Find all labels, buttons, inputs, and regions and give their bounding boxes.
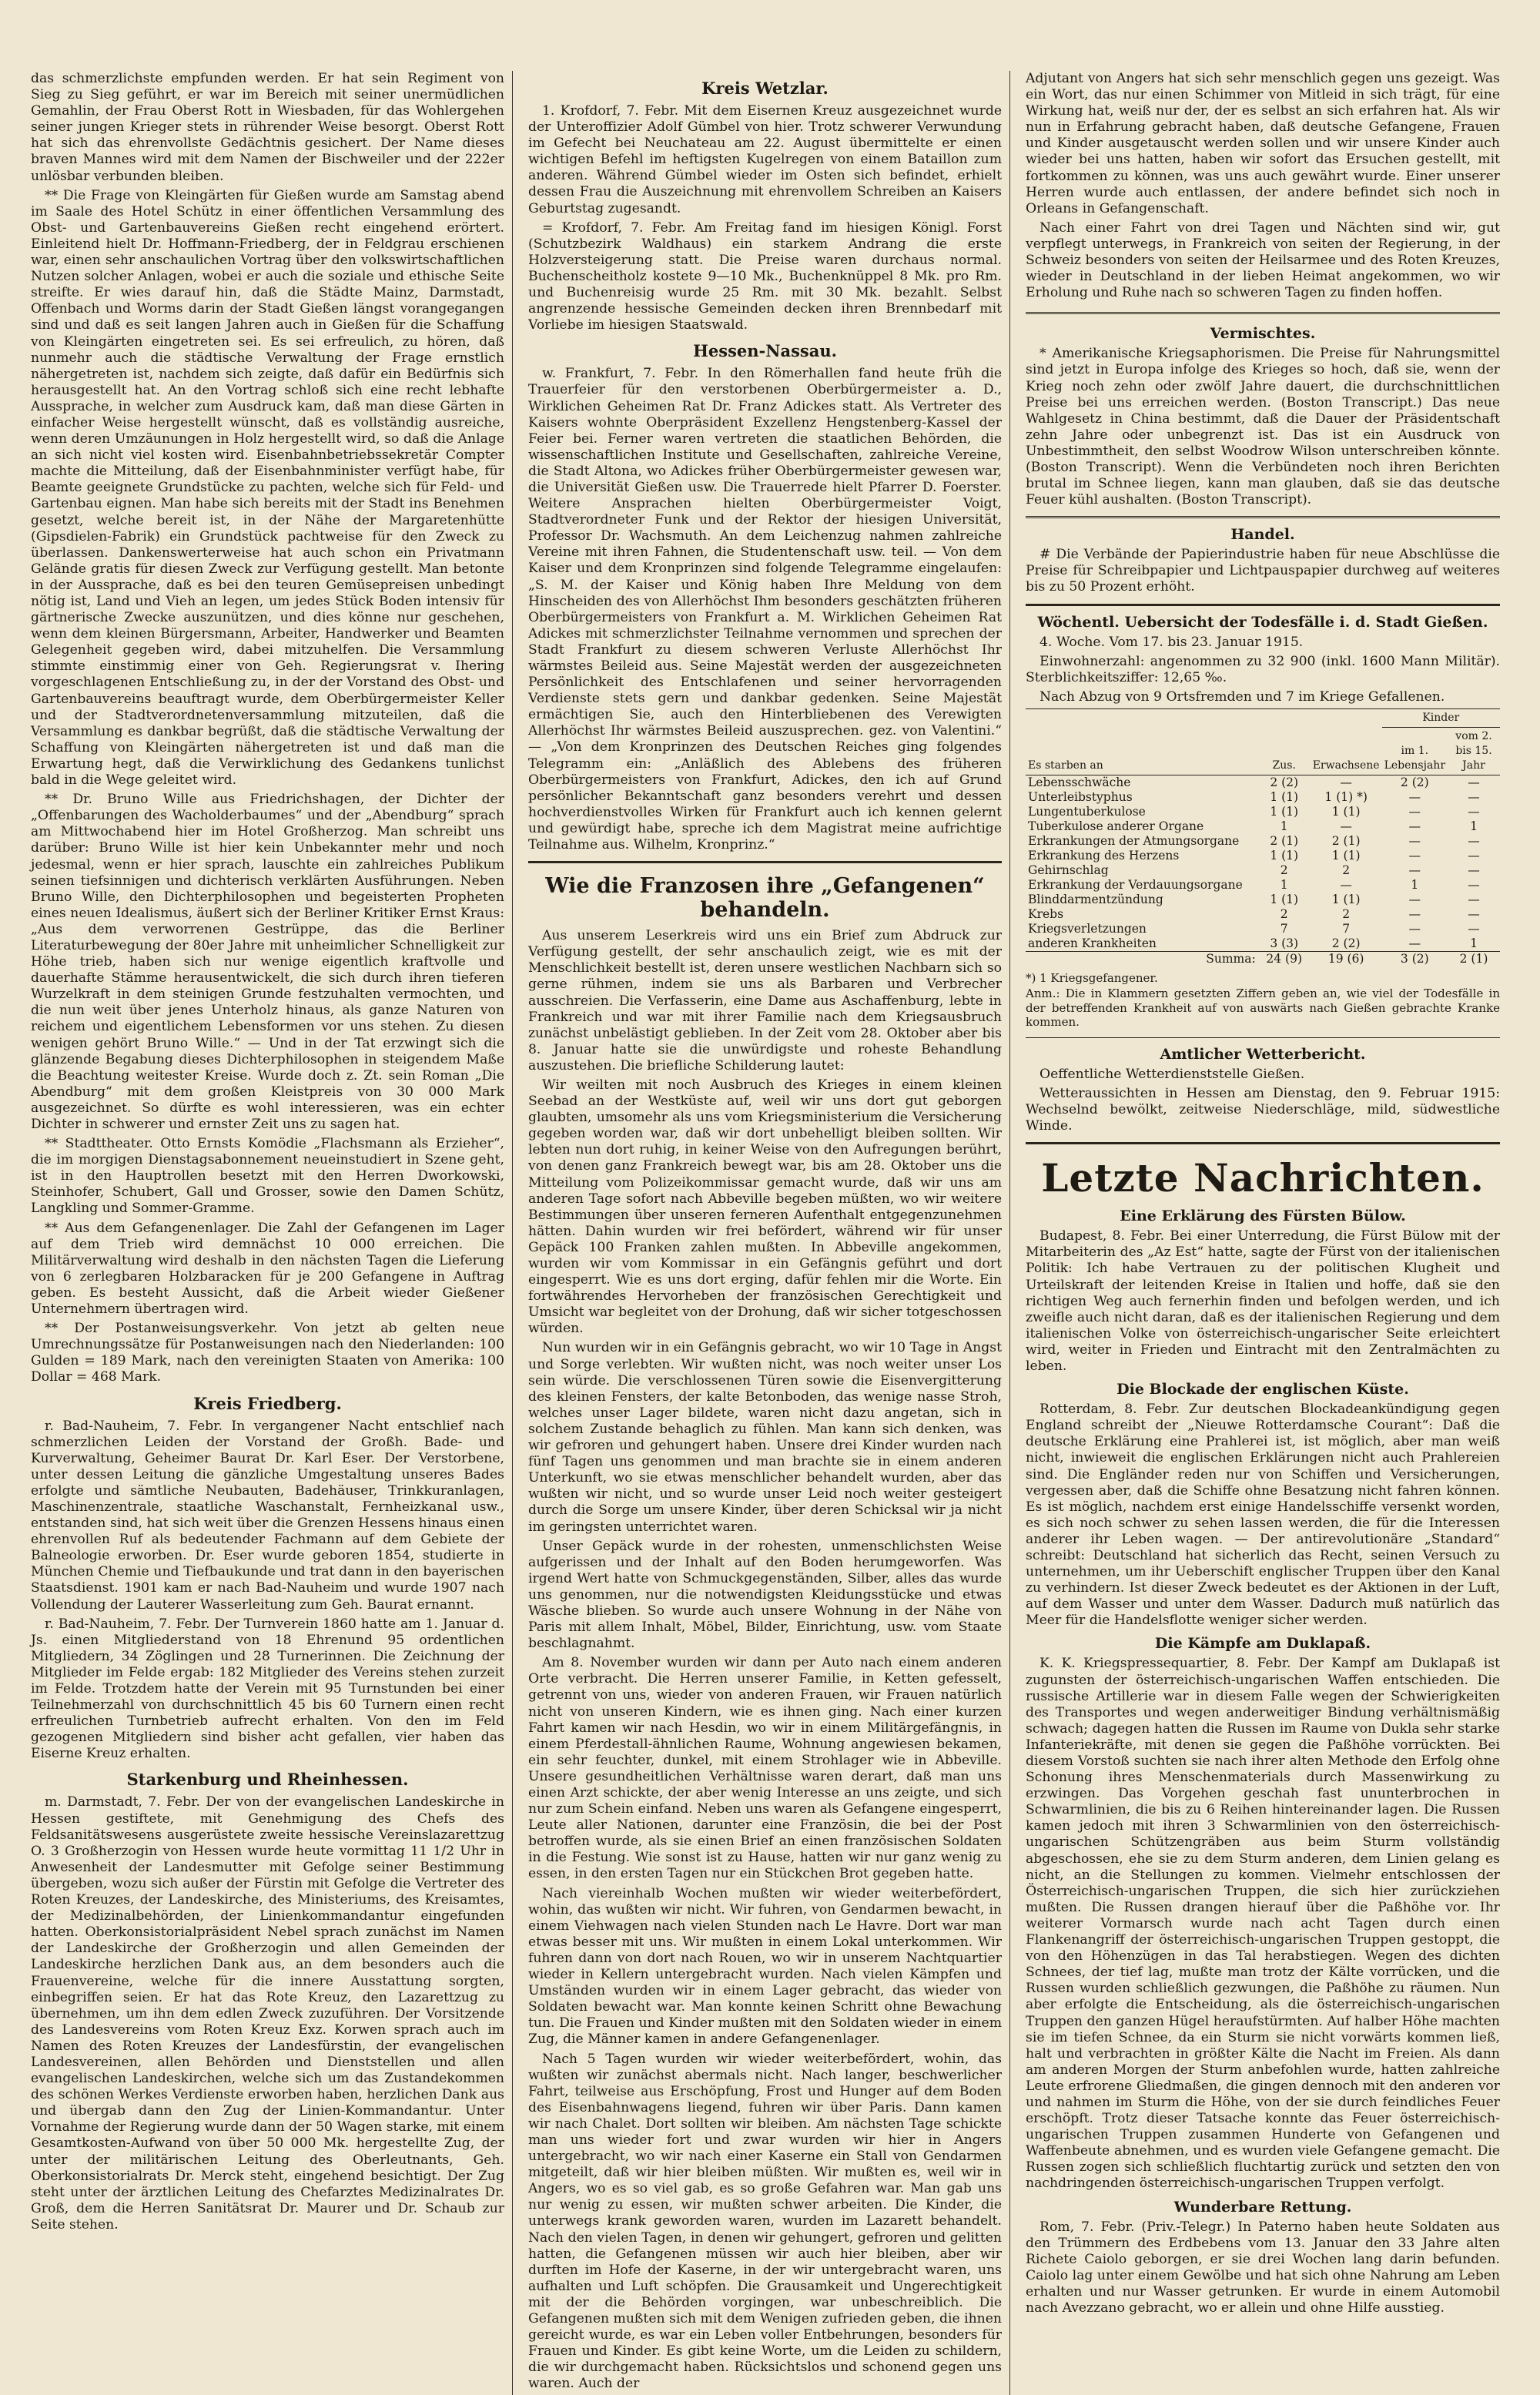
article-kriegsaphorismen: * Amerikanische Kriegsaphorismen. Die Preise für Nahrungsmittel sind jetzt in Europa infolge des Krieges so hoch, daß sie, wenn der Krieg noch zehn oder zwölf Jahre dauert, die durchschnittlichen Preise bei uns erreichen werden. (Boston Transcript.) Das neue Wahlgesetz in China bestimmt, daß die Dauer der Präsidentschaft zehn Jahre oder unbegrenzt ist. Das ist ein Ausdruck von Unbestimmtheit, den selbst Woodrow Wilson unterschreiben könnte. (Boston Transcript). Wenn die Verbündeten noch ihren Berichten brutal im Schnee liegen, kann man glauben, daß sie das deutsche Feuer kühl aushalten. (Boston Transcript).	[1026, 346, 1500, 508]
sum-child-1: 3 (2)	[1382, 951, 1448, 966]
column-1	[31, 71, 513, 2395]
article-franzosen-p2: Nun wurden wir in ein Gefängnis gebracht, wo wir 10 Tage in Angst und Sorge verlebten. Wir wußten nicht, was noch weiter unser Los sein würde. Die verschlossenen Türen sowie die Eisenvergitterung des kleinen Fensters, der kalte Betonboden, das wenige nasse Stroh, welches unser Lager bildete, waren nicht dazu angetan, sich in solchem Zustande behaglich zu fühlen. Man kann sich denken, was wir gefroren und gehungert haben. Unsere drei Kinder wurden nach fünf Tagen uns genommen und man brachte sie in einem anderen Unterkunft, wo sie etwas menschlicher behandelt wurden, aber das wußten wir nicht, und so wurde unser Leid noch weiter gesteigert durch die Sorge um unsere Kinder, über deren Schicksal wir ja nicht im geringsten unterrichtet waren.	[528, 1340, 1002, 1535]
heading-starkenburg: Starkenburg und Rheinhessen.	[126, 1770, 409, 1790]
row-adults: —	[1340, 877, 1352, 892]
death-table	[1026, 708, 1500, 966]
row-cause: Unterleibstyphus	[1028, 789, 1133, 804]
footnote-note: Anm.: Die in Klammern gesetzten Ziffern geben an, wie viel der Todesfälle in der betreffenden Krankheit auf von auswärts nach Gießen gebrachte Kranke kommen.	[1026, 986, 1500, 1030]
article-oberst-rott: das schmerzlichste empfunden werden. Er hat sein Regiment von Sieg zu Sieg geführt, er war im Bereich mit seiner unermüdlichen Gemahlin, der Frau Oberst Rott in Wiesbaden, für das Wohlergehen seiner jungen Krieger stets in rührender Weise besorgt. Oberst Rott hat sich das ehrenvollste Gedächtnis gesichert. Der Name dieses braven Mannes wird mit dem Namen der Bischweiler und der 222er unlösbar verbunden bleiben.	[31, 71, 504, 184]
sum-total: 24 (9)	[1258, 951, 1311, 966]
columns	[31, 71, 1509, 2392]
row-child-1: —	[1408, 789, 1421, 804]
row-child-1: 2 (2)	[1400, 775, 1429, 789]
row-child-1: —	[1408, 892, 1421, 906]
row-adults: 7	[1342, 921, 1351, 936]
row-child-2: —	[1468, 906, 1480, 921]
deduction-line: Nach Abzug von 9 Ortsfremden und 7 im Kriege Gefallenen.	[1040, 688, 1445, 705]
row-adults: 1 (1)	[1331, 892, 1361, 906]
article-bad-nauheim-eser: r. Bad-Nauheim, 7. Febr. In vergangener Nacht entschlief nach schmerzlichen Leiden der Vorstand der Großh. Bade- und Kurverwaltung, Geheimer Baurat Dr. Karl Eser. Der Verstorbene, unter dessen Leitung die gänzliche Umgestaltung unseres Bades erfolgte und sämtliche Neubauten, Badehäuser, Trinkkuranlagen, Maschinenzentrale, staatliche Waschanstalt, Fernheizkanal usw., entstanden sind, hat sich weit über die Grenzen Hessens hinaus einen ehrenvollen Ruf als bedeutender Fachmann auf dem Gebiete der Balneologie erworben. Dr. Eser wurde geboren 1854, studierte in München Chemie und Tiefbaukunde und trat dann in den bayerischen Staatsdienst. 1901 kam er nach Bad-Nauheim und wurde 1907 nach Vollendung der Lauterer Wasserleitung zum Geh. Baurat ernannt.	[31, 1418, 504, 1613]
heading-vermischtes: Vermischtes.	[1210, 325, 1316, 343]
row-cause: Blinddarmentzündung	[1028, 892, 1163, 906]
header-adults: Erwachsene	[1311, 708, 1382, 775]
article-gefangenenlager: ** Aus dem Gefangenenlager. Die Zahl der Gefangenen im Lager auf dem Trieb wird demnächst 10 000 erreichen. Die Militärverwaltung wird deshalb in den nächsten Tagen die Lieferung von 6 zerlegbaren Holzbaracken für je 200 Gefangene in Auftrag geben. Es besteht Aussicht, daß die Arbeit wieder Gießener Unternehmern übertragen wird.	[31, 1220, 504, 1318]
header-total: Zus.	[1258, 708, 1311, 775]
row-child-1: —	[1408, 804, 1421, 819]
row-child-2: —	[1468, 877, 1480, 892]
article-franzosen-p1: Wir weilten mit noch Ausbruch des Krieges in einem kleinen Seebad an der Westküste auf, weil wir uns dort gut geborgen glaubten, umsomehr als uns vom Kriegsministerium die Versicherung gegeben worden war, daß wir dort unbehelligt bleiben sollten. Wir lebten nun dort ruhig, in keiner Weise von den Aufregungen berührt, von denen ganz Frankreich bewegt war, bis am 28. Oktober uns die Mitteilung vom Polizeikommissar gemacht wurde, daß wir uns am anderen Tage sofort nach Abbeville begeben müßten, wo wir weitere Bestimmungen über unseren ferneren Aufenthalt entgegenzunehmen hätten. Dahin wurden wir frei befördert, während wir für unser Gepäck 100 Franken zahlen mußten. In Abbeville angekommen, wurden wir vom Kommissar in ein Gefängnis geführt und dort eingesperrt. Wie es uns dort erging, dafür fehlen mir die Worte. Ein fortwährendes Hervorheben der französischen Gerechtigkeit und Umsicht war begleitet von der Drohung, daß wir sicher totgeschossen würden.	[528, 1077, 1002, 1337]
row-cause: anderen Krankheiten	[1028, 936, 1157, 950]
heading-blockade: Die Blockade der englischen Küste.	[1116, 1381, 1409, 1398]
column-3	[1026, 71, 1508, 2395]
row-cause: Kriegsverletzungen	[1028, 921, 1147, 936]
article-buelow: Budapest, 8. Febr. Bei einer Unterredung, die Fürst Bülow mit der Mitarbeiterin des „Az Est“ hatte, sagte der Fürst von der italienischen Politik: Ich habe Vertrauen zu der politischen Klugheit und Urteilskraft der leitenden Kreise in Italien und hoffe, daß sie den richtigen Weg auch fernerhin finden und befolgen werden, und ich zweifle auch nicht daran, daß es der italienischen Regierung und dem italienischen Volke von österreichisch-ungarischer Seite erleichtert wird, weiter in Frieden und Eintracht mit den Zentralmächten zu leben.	[1026, 1228, 1500, 1375]
article-bruno-wille: ** Dr. Bruno Wille aus Friedrichshagen, der Dichter der „Offenbarungen des Wacholderbaumes“ und der „Abendburg“ sprach am Mittwochabend hier im Hotel Großherzog. Man schreibt uns darüber: Bruno Wille ist hier kein Unbekannter mehr und noch jedesmal, wenn er hier sprach, lauschte ein zahlreiches Publikum seinen tiefsinnigen und dichterisch verklärten Ausführungen. Neben Bruno Wille, den Dichterphilosophen und begeisterten Propheten eines neuen Idealismus, äußert sich der Berliner Kritiker Ernst Kraus: „Aus dem verworrenen Gestrüppe, das die Berliner Literaturbewegung der 80er Jahre mit unheimlicher Schnelligkeit zur Höhe trieb, haben sich nur wenige eigentlich kraftvolle und dauerhafte Stämme herausentwickelt, die sich durch ihren tieferen Wurzelkraft in dem steinigen Grunde festzuhalten vermochten, und die nun weit über jenes Unterholz hinaus, als ganze Naturen von reichem und eigentlichem Lebensformen vor uns stehen. Zu diesen wenigen gehört Bruno Wille.“ — Und in der Tat erzwingt sich die glänzende Begabung dieses Dichterphilosophen in steigendem Maße die Beachtung weitester Kreise. Wurde doch z. Zt. sein Roman „Die Abendburg“ mit dem großen Kleistpreis von 30 000 Mark ausgezeichnet. So dürfte es wohl interessieren, was ein echter Dichter in schwerer und ernster Zeit uns zu sagen hat.	[31, 792, 504, 1132]
row-total: 1 (1)	[1270, 848, 1299, 863]
article-postanweisung: ** Der Postanweisungsverkehr. Von jetzt ab gelten neue Umrechnungssätze für Postanweisungen nach den Niederlanden: 100 Gulden = 189 Mark, nach den vereinigten Staaten von Amerika: 100 Dollar = 468 Mark.	[31, 1321, 504, 1385]
row-adults: —	[1340, 819, 1352, 833]
sum-child-2: 2 (1)	[1448, 951, 1500, 966]
row-total: 3 (3)	[1270, 936, 1299, 950]
header-cause: Es starben an	[1026, 708, 1258, 775]
row-child-1: —	[1408, 936, 1421, 950]
article-darmstadt-lazarettzug: m. Darmstadt, 7. Febr. Der von der evangelischen Landeskirche in Hessen gestiftete, mit Genehmigung des Chefs des Feldsanitätswesens ausgerüstete zweite hessische Vereinslazarettzug O. 3 Großherzogin von Hessen wurde heute vormittag 11 1/2 Uhr in Anwesenheit der Landesmutter mit Gefolge seiner Bestimmung übergeben, wozu sich außer der Fürstin mit Gefolge die Vertreter des Roten Kreuzes, der Landeskirche, des Ministeriums, des Kreisamtes, der Medizinalbehörden, der Linienkommandantur eingefunden hatten. Oberkonsistorialpräsident Nebel sprach zunächst im Namen der Landeskirche der Großherzogin und allen Gemeinden der Landeskirche herzlichen Dank aus, an dem besonders auch die Frauenvereine, welche für die innere Ausstattung sorgten, einbegriffen seien. Er hat das Rote Kreuz, den Lazarettzug zu übernehmen, um ihn dem edlen Zweck zuzuführen. Der Vorsitzende des Landesvereins vom Roten Kreuz Exz. Korwen sprach auch im Namen des Roten Kreuzes der Landesfürstin, der evangelischen Landesvereinen, allen Behörden und Dienststellen und allen evangelischen Landeskirchen, welche sich um das Zustandekommen des schönen Werkes Verdienste erworben haben, herzlichen Dank aus und übergab dann den Zug der Linien-Kommandantur. Unter Vornahme der Regierung wurde dann der 50 Wagen starke, mit einem Gesamtkosten-Aufwand von über 50 000 Mk. hergestellte Zug, der unter der militärischen Leitung des Oberleutnants, Geh. Oberkonsistorialrats Dr. Merck steht, eingehend besichtigt. Der Zug steht unter der ärztlichen Leitung des Chefarztes Medizinalrates Dr. Groß, dem die Herren Sanitätsrat Dr. Maurer und Dr. Schaub zur Seite stehen.	[31, 1794, 504, 2233]
row-cause: Gehirnschlag	[1028, 863, 1109, 877]
row-total: 2 (1)	[1270, 833, 1299, 848]
row-child-1: 1	[1411, 877, 1419, 892]
heading-hessen-nassau: Hessen-Nassau.	[693, 341, 837, 361]
row-adults: 2 (2)	[1331, 936, 1361, 950]
row-child-2: 1	[1470, 819, 1478, 833]
article-kleingaerten: ** Die Frage von Kleingärten für Gießen wurde am Samstag abend im Saale des Hotel Schütz in einer öffentlichen Versammlung des Obst- und Gartenbauvereins Gießen recht eingehend erörtert. Einleitend hielt Dr. Hoffmann-Friedberg, der in Feldgrau erschienen war, einen sehr anschaulichen Vortrag über den volkswirtschaftlichen Nutzen solcher Anlagen, wobei er auch die soziale und ethische Seite streifte. Er wies darauf hin, daß die Städte Mainz, Darmstadt, Offenbach und Worms darin der Stadt Gießen längst vorangegangen sind und daß es seit langen Jahren auch in Gießen für die Schaffung von Kleingärten eingetreten sei. Es sei erfreulich, zu hören, daß nunmehr auch die städtische Verwaltung der Frage ernstlich nähergetreten ist, nachdem sich zeigte, daß dafür ein Bedürfnis sich herausgestellt hat. An den Vortrag schloß sich eine recht lebhafte Aussprache, in welcher zum Ausdruck kam, daß man diese Gärten in einfacher Weise hergestellt wünscht, daß es vollständig ausreiche, wenn deren Umzäunungen in Holz hergestellt wird, so daß die Anlage an sich nicht viel kosten wird. Eisenbahnbetriebssekretär Compter machte die Mitteilung, daß der Eisenbahnminister verfügt habe, für Beamte geeignete Grundstücke zu pachten, welche sich für Feld- und Gartenbau eignen. Man habe sich bereits mit der Stadt ins Benehmen gesetzt, welche bereit ist, in der Nähe der Margaretenhütte (Gipsdielen-Fabrik) ein Grundstück pachtweise für den Zweck zu überlassen. Dankenswerterweise hat auch schon ein Privatmann Gelände gratis für diesen Zweck zur Verfügung gestellt. Man betonte in der Aussprache, daß es bei den teuren Gemüsepreisen unbedingt nötig ist, Land und Vieh an legen, um jedes Stück Boden intensiv für gärtnerische Zwecke auszunützen, und dies könne nur geschehen, wenn dem kleinen Bürgersmann, Arbeiter, Handwerker und Beamten Gelegenheit gegeben wird, dabei mitzuhelfen. Die Versammlung stimmte einstimmig einer von Geh. Regierungsrat v. Ihering vorgeschlagenen Entschließung zu, in der der Vorstand des Obst- und Gartenbauvereins beauftragt wurde, dem Oberbürgermeister Keller und der Stadtverordnetenversammlung mitzuteilen, daß die Versammlung es dankbar begrüßt, daß die städtische Verwaltung der Schaffung von Kleingärten nähergetreten ist und daß man die Erwartung hegt, daß die Verwirklichung des Gedankens tunlichst bald in die Wege geleitet wird.	[31, 187, 504, 789]
heading-buelow: Eine Erklärung des Fürsten Bülow.	[1120, 1208, 1406, 1225]
death-table-row	[1026, 775, 1500, 790]
article-franzosen-intro: Aus unserem Leserkreis wird uns ein Brief zum Abdruck zur Verfügung gestellt, der sehr anschaulich zeigt, wie es mit der Menschlichkeit bestellt ist, deren unsere westlichen Nachbarn sich so gerne rühmen, indem sie uns als Barbaren und Verbrecher ausschreien. Die Verfasserin, eine Dame aus Aschaffenburg, lebte in Frankreich und war mit ihrer Familie nach dem Kriegsausbruch zunächst unbelästigt geblieben. In der Zeit vom 28. Oktober aber bis 8. Januar hatte sie die unwürdigste und roheste Behandlung auszustehen. Die briefliche Schilderung lautet:	[528, 928, 1002, 1074]
row-child-2: —	[1468, 863, 1480, 877]
death-table-row	[1026, 849, 1500, 863]
article-franzosen-p6: Nach 5 Tagen wurden wir wieder weiterbefördert, wohin, das wußten wir zunächst abermals nicht. Nach langer, beschwerlicher Fahrt, teilweise aus Erschöpfung, Frost und Hunger auf dem Boden des Eisenbahnwagens liegend, fuhren wir über Paris. Dann kamen wir nach Chalet. Dort sollten wir bleiben. Am nächsten Tage schickte man uns wieder fort und zwar wurden wir hier in Angers untergebracht, wo wir nach einer Kaserne ein Stall von Gendarmen mitgeteilt, daß wir hier bleiben müßten. Wir mußten es, weil wir in Angers, wo es so viel gab, es so große Gefahren war. Man gab uns nur wenig zu essen, wir mußten schwer arbeiten. Die Kinder, die unterwegs krank geworden waren, wurden im Lazarett behandelt. Nach den vielen Tagen, in denen wir gehungert, gefroren und gelitten hatten, die Gefangenen müssen wir auch hier bleiben, aber wir durften im Hofe der Kaserne, in der wir untergebracht waren, uns aufhalten und Luft schöpfen. Die Grausamkeit und Ungerechtigkeit mit der die Behörden vorgingen, war unbeschreiblich. Die Gefangenen mußten sich mit dem Wenigen zufrieden geben, die ihnen gereicht wurde, es war ein Leben voller Entbehrungen, besonders für Frauen und Kinder. Es gibt keine Worte, um die Leiden zu schildern, die wir durchgemacht haben. Rücksichtslos und schonend gegen uns waren. Auch der	[528, 2051, 1002, 2392]
death-table-sum-row	[1026, 951, 1500, 966]
divider	[1026, 1142, 1500, 1144]
article-franzosen-p4: Am 8. November wurden wir dann per Auto nach einem anderen Orte verbracht. Die Herren unserer Familie, in Ketten gefesselt, getrennt von uns, wieder von anderen Frauen, wir Frauen natürlich nicht von unseren Kindern, wie es ihnen ging. Nach einer kurzen Fahrt kamen wir nach Hesdin, wo wir in einem Militärgefängnis, in einem Pferdestall-ähnlichen Raume, Wohnung angewiesen bekamen, ein sehr feuchter, dunkel, mit einem Strohlager wie in Abbeville. Unsere gesundheitlichen Verhältnisse waren derart, daß man uns einen Arzt schickte, der aber wenig Interesse an uns zeigte, und sich nur zum Schein einfand. Neben uns waren als Gefangene eingesperrt, Leute aller Nationen, darunter eine Französin, die bei der Post betroffen wurde, als sie einen Brief an einen französischen Soldaten in die Festung. Wie sonst ist zu Hause, hatten wir nur ganz wenig zu essen, in den ersten Tagen nur ein Stückchen Brot gegeben hatte.	[528, 1655, 1002, 1882]
section-vermischtes	[1026, 312, 1500, 518]
row-child-2: —	[1468, 789, 1480, 804]
death-table-body	[1026, 775, 1500, 951]
article-franzosen-p3: Unser Gepäck wurde in der rohesten, unmenschlichsten Weise aufgerissen und der Inhalt auf den Boden herumgeworfen. Was irgend Wert hatte von Schmuckgegenständen, Silber, alles das wurde uns genommen, nur die notwendigsten Kleidungsstücke und etwas Wäsche blieben. So wurde auch unsere Wohnung in der Nähe von Paris mit allem Inhalt, Möbel, Bilder, Einrichtung, usw. vom Staate beschlagnahmt.	[528, 1538, 1002, 1652]
row-child-1: —	[1408, 906, 1421, 921]
row-total: 2	[1280, 906, 1288, 921]
heading-franzosen-gefangene: Wie die Franzosen ihre „Gefangenen“ behandeln.	[545, 874, 985, 923]
row-total: 2 (2)	[1270, 775, 1299, 789]
header-child-1: im 1. Lebensjahr	[1382, 727, 1448, 775]
row-cause: Erkrankung des Herzens	[1028, 848, 1180, 863]
divider	[1026, 1037, 1500, 1038]
weather-forecast: Wetteraussichten in Hessen am Dienstag, den 9. Februar 1915: Wechselnd bewölkt, zeitweise Niederschläge, mild, südwestliche Winde.	[1026, 1086, 1500, 1134]
heading-kreis-friedberg: Kreis Friedberg.	[193, 1393, 342, 1413]
death-table-row	[1026, 790, 1500, 805]
row-cause: Lungentuberkulose	[1028, 804, 1146, 819]
row-child-1: —	[1408, 848, 1421, 863]
death-table-row	[1026, 878, 1500, 893]
row-total: 1 (1)	[1270, 789, 1299, 804]
article-duklapass: K. K. Kriegspressequartier, 8. Febr. Der Kampf am Duklapaß ist zugunsten der österreichisch-ungarischen Waffen entschieden. Die russische Artillerie war in diesem Falle wegen der Schwierigkeiten des Transportes und wegen anderweitiger Bindung verhältnismäßig schwach; dagegen hatten die Russen im Raume von Dukla sehr starke Infanteriekräfte, mit denen sie gegen die Paßhöhe vorrückten. Bei diesem Vorstoß suchten sie nach ihrer alten Methode den Erfolg ohne Schonung ihres Menschenmaterials durch Massenwirkung zu erzwingen. Das Vorgehen geschah fast ununterbrochen in Schwarmlinien, die bis zu 6 Reihen hintereinander lagen. Die Russen kamen jedoch mit ihren 3 Schwarmlinien von den österreichisch-ungarischen Schützengräben aus beim Sturm vollständig abgeschossen, ehe sie zu dem Sturm anderen, dem Linien gelang es nicht, an die Stellungen zu kommen. Vielmehr entschlossen der Österreichisch-ungarischen Truppen, die sich hier zurückziehen mußten. Die Russen drangen hierauf über die Paßhöhe vor. Ihr weiterer Vormarsch wurde nach acht Tagen durch einen Flankenangriff der österreichisch-ungarischen Truppen gestoppt, die von den Höhenzügen in das Tal herabstiegen. Wegen des dichten Schnees, der tief lag, mußte man trotz der Kälte vorrücken, und die Russen wurden schließlich gezwungen, die Paßhöhe zu räumen. Nun aber erfolgte die Entscheidung, als die österreichisch-ungarischen Truppen den ganzen Hügel heraufstürmten. Auf halber Höhe machten sie im tiefen Schnee, da ein Sturm sie nicht vorwärts kommen ließ, halt und verbrachten in größter Kälte die Nacht im Freien. Als dann am anderen Morgen der Sturm anbefohlen wurde, hatten zahlreiche Leute erfrorene Gliedmaßen, die gingen dennoch mit den anderen vor und nahmen im Sturm die Höhe, von der sie durch feindliches Feuer erschöpft. Trotz dieser Tatsache konnte das Feuer österreichisch-ungarischen Truppen zusammen Hunderte von Gefangenen und Waffenbeute abnehmen, und es wurden viele Gefangene gemacht. Die Russen zogen sich schließlich fluchtartig zurück und setzten den von nachdringenden österreichisch-ungarischen Truppen verfolgt.	[1026, 1656, 1500, 2192]
heading-letzte-nachrichten: Letzte Nachrichten.	[1041, 1155, 1485, 1201]
row-child-1: —	[1408, 863, 1421, 877]
death-table-row	[1026, 863, 1500, 878]
death-table-row	[1026, 819, 1500, 834]
death-table-row	[1026, 893, 1500, 907]
row-cause: Erkrankung der Verdauungsorgane	[1028, 877, 1243, 892]
population-line: Einwohnerzahl: angenommen zu 32 900 (inkl. 1600 Mann Militär). Sterblichkeitsziffer: 12,65 ‰.	[1026, 653, 1500, 685]
row-adults: —	[1340, 775, 1352, 789]
article-papierindustrie: # Die Verbände der Papierindustrie haben für neue Abschlüsse die Preise für Schreibpapier und Lichtpauspapier durchweg auf weiteres bis zu 50 Prozent erhöht.	[1026, 547, 1500, 595]
row-cause: Tuberkulose anderer Organe	[1028, 819, 1204, 833]
heading-kreis-wetzlar: Kreis Wetzlar.	[701, 79, 829, 98]
row-child-2: —	[1468, 921, 1480, 936]
death-table-row	[1026, 907, 1500, 922]
row-child-2: —	[1468, 892, 1480, 906]
row-total: 2	[1280, 863, 1288, 877]
article-frankfurt-adickes: w. Frankfurt, 7. Febr. In den Römerhallen fand heute früh die Trauerfeier für den verstorbenen Oberbürgermeister a. D., Wirklichen Geheimen Rat Dr. Franz Adickes statt. Als Vertreter des Kaisers wohnte Oberpräsident Exzellenz Hengstenberg-Kassel der Feier bei. Ferner waren vertreten die staatlichen Behörden, die wissenschaftlichen Institute und Gesellschaften, zahlreiche Vereine, die Stadt Altona, wo Adickes früher Oberbürgermeister gewesen war, die Universität Gießen usw. Die Trauerrede hielt Pfarrer D. Foerster. Weitere Ansprachen hielten Oberbürgermeister Voigt, Stadtverordneter Funk und der Rektor der hiesigen Universität, Professor Dr. Wachsmuth. An dem Leichenzug nahmen zahlreiche Vereine mit ihren Fahnen, die Studentenschaft usw. teil. — Von dem Kaiser und dem Kronprinzen sind folgende Telegramme eingelaufen: „S. M. der Kaiser und König haben Ihre Meldung von dem Hinscheiden des von Allerhöchst Ihm besonders geschätzten früheren Oberbürgermeisters von Frankfurt a. M. Wirklichen Geheimen Rat Adickes mit schmerzlichster Teilnahme vernommen und sprechen der Stadt Frankfurt zu diesem schweren Verluste Allerhöchst Ihr wärmstes Beileid aus. Seine Majestät werden der ausgezeichneten Persönlichkeit des Entschlafenen und seiner hervorragenden Verdienste stets gern und dankbar gedenken. Seine Majestät ermächtigen Sie, auch den Hinterbliebenen des Verewigten Allerhöchst Ihr wärmstes Beileid auszusprechen. gez. von Valentini.“ — „Von dem Kronprinzen des Deutschen Reiches ging folgendes Telegramm ein: „Anläßlich des Ablebens des früheren Oberbürgermeisters von Frankfurt, Adickes, den ich auf Grund persönlicher Bekanntschaft ganz besonders verehrt und dessen hochverdienstvolles Wirken für Frankfurt auch ich kennen gelernt und gewürdigt habe, spreche ich dem Magistrat meine aufrichtige Teilnahme aus. Wilhelm, Kronprinz.“	[528, 366, 1002, 853]
article-stadttheater: ** Stadttheater. Otto Ernsts Komödie „Flachsmann als Erzieher“, die im morgigen Dienstagsabonnement neueinstudiert in Szene geht, ist in den Hauptrollen besetzt mit den Herren Dworkowski, Steinhofer, Schubert, Gall und Grosser, sowie den Damen Schütz, Langkling und Sommer-Gramme.	[31, 1136, 504, 1217]
article-franzosen-p5: Nach viereinhalb Wochen mußten wir wieder weiterbefördert, wohin, das wußten wir nicht. Wir fuhren, von Gendarmen bewacht, in einem Viehwagen nach vielen Stunden nach Le Havre. Dort war man etwas besser mit uns. Wir mußten in einem Lokal unterkommen. Wir fuhren dann von dort nach Rouen, wo wir in unserem Nachtquartier wieder in Kellern untergebracht wurden. Nach vielen Kämpfen und Umständen wurden wir in einem Lager gebracht, das wieder von Soldaten bewacht war. Man konnte keinen Schritt ohne Bewachung tun. Die Frauen und Kinder mußten mit den Soldaten wieder in einem Zug, die Männer kamen in andere Gefangenenlager.	[528, 1885, 1002, 2048]
row-child-1: —	[1408, 819, 1421, 833]
heading-rettung: Wunderbare Rettung.	[1173, 2198, 1352, 2216]
column-2	[528, 71, 1010, 2395]
header-child-2: vom 2. bis 15. Jahr	[1448, 727, 1500, 775]
row-adults: 2	[1342, 906, 1351, 921]
row-cause: Krebs	[1028, 906, 1064, 921]
week-line: 4. Woche. Vom 17. bis 23. Januar 1915.	[1040, 634, 1304, 650]
death-table-row	[1026, 922, 1500, 936]
death-table-row	[1026, 936, 1500, 952]
weather-office: Oeffentliche Wetterdienststelle Gießen.	[1040, 1066, 1305, 1082]
row-child-1: —	[1408, 833, 1421, 848]
row-child-2: —	[1468, 848, 1480, 863]
header-children: Kinder	[1382, 708, 1500, 727]
row-child-1: —	[1408, 921, 1421, 936]
death-table-row	[1026, 834, 1500, 849]
row-total: 1 (1)	[1270, 892, 1299, 906]
death-table-header-row	[1026, 708, 1500, 727]
article-rettung: Rom, 7. Febr. (Priv.-Telegr.) In Paterno haben heute Soldaten aus den Trümmern des Erdbebens vom 13. Januar den 33 Jahre alten Richete Caiolo geborgen, er sie drei Wochen lang darin befunden. Caiolo lag unter einem Gewölbe und hat sich ohne Nahrung am Leben erhalten und nur Wasser getrunken. Er wurde in einem Automobil nach Avezzano gebracht, wo er allein und ohne Hilfe ausstieg.	[1026, 2219, 1500, 2316]
row-child-2: —	[1468, 833, 1480, 848]
row-total: 1	[1280, 819, 1288, 833]
article-krofdorf-holz: = Krofdorf, 7. Febr. Am Freitag fand im hiesigen Königl. Forst (Schutzbezirk Waldhaus) ein starkem Andrang die erste Holzversteigerung statt. Die Preise waren durchaus normal. Buchenscheitholz kostete 9—10 Mk., Buchenknüppel 8 Mk. pro Rm. und Buchenreisig wurde 25 Rm. mit 30 Mk. bezahlt. Selbst angrenzende hessische Gemeinden decken ihren Brennbedarf mit Vorliebe im hiesigen Staatswald.	[528, 219, 1002, 333]
footnote-war-prisoner: *) 1 Kriegsgefangener.	[1026, 970, 1158, 985]
heading-duklapass: Die Kämpfe am Duklapaß.	[1154, 1635, 1371, 1653]
row-child-2: 1	[1470, 936, 1478, 950]
row-total: 7	[1280, 921, 1288, 936]
row-child-2: —	[1468, 775, 1480, 789]
article-franzosen-continued: Adjutant von Angers hat sich sehr menschlich gegen uns gezeigt. Was ein Wort, das nur einen Schimmer von Mitleid in sich trägt, für eine Wirkung hat, weiß nur der, der es selbst an sich erfahren hat. Als wir nun in Erfahrung gebracht haben, daß deutsche Gefangene, Frauen und Kinder ausgetauscht werden sollen und wir unsere Kinder auch wieder bei uns hatten, haben wir sofort das Ersuchen gestellt, mit fortkommen zu können, was uns auch gewährt wurde. Einer unserer Herren wurde auch entlassen, der andere befindet sich noch in Orleans in Gefangenschaft.	[1026, 71, 1500, 216]
divider	[1026, 604, 1500, 606]
row-adults: 1 (1) *)	[1324, 789, 1368, 804]
heading-handel: Handel.	[1230, 526, 1295, 544]
row-adults: 2	[1342, 863, 1351, 877]
row-cause: Erkrankungen der Atmungsorgane	[1028, 833, 1240, 848]
heading-todesfaelle: Wöchentl. Uebersicht der Todesfälle i. d. Stadt Gießen.	[1037, 613, 1488, 631]
heading-wetterbericht: Amtlicher Wetterbericht.	[1160, 1045, 1366, 1063]
row-child-2: —	[1468, 804, 1480, 819]
death-table-row	[1026, 805, 1500, 819]
sum-adults: 19 (6)	[1311, 951, 1382, 966]
row-total: 1	[1280, 877, 1288, 892]
row-cause: Lebensschwäche	[1028, 775, 1131, 789]
row-adults: 1 (1)	[1331, 848, 1361, 863]
row-adults: 1 (1)	[1331, 804, 1361, 819]
article-bad-nauheim-turnverein: r. Bad-Nauheim, 7. Febr. Der Turnverein 1860 hatte am 1. Januar d. Js. einen Mitgliederstand von 18 Ehrenund 95 ordentlichen Mitgliedern, 34 Zöglingen und 28 Turnerinnen. Die Zeichnung der Mitglieder im Felde ergab: 182 Mitglieder des Vereins stehen zurzeit im Felde. Trotzdem hatte der Verein mit 95 Turnstunden bei einer Teilnehmerzahl von durchschnittlich 45 bis 60 Turnern einen recht erfreulichen Turnbetrieb aufrecht erhalten. Von den im Feld gezogenen Mitgliedern sind bisher acht gefallen, vier haben das Eiserne Kreuz erhalten.	[31, 1616, 504, 1762]
article-krofdorf-kreuz: 1. Krofdorf, 7. Febr. Mit dem Eisernen Kreuz ausgezeichnet wurde der Unteroffizier Adolf Gümbel von hier. Trotz schwerer Verwundung im Gefecht bei Neuchateau am 22. August übermittelte er einen wichtigen Befehl im heftigsten Kugelregen von einem Bataillon zum anderen. Während Gümbel wieder im Osten sich befindet, erhielt dessen Frau die Auszeichnung mit ehrenvollem Schreiben an Kaisers Geburtstag zugesandt.	[528, 103, 1002, 216]
row-adults: 2 (1)	[1331, 833, 1361, 848]
article-blockade: Rotterdam, 8. Febr. Zur deutschen Blockadeankündigung gegen England schreibt der „Nieuwe Rotterdamsche Courant“: Daß die deutsche Erklärung eine Prahlerei ist, ist möglich, aber man weiß nicht, inwieweit die englischen Erklärungen nicht auch Prahlereien sind. Die Engländer reden nur von Schiffen und Versicherungen, vergessen aber, daß die Schiffe ohne Besatzung nicht fahren können. Es ist möglich, nachdem erst einige Handelsschiffe versenkt worden, es sich noch schwer zu sehen lassen werden, die für die Interessen anderer ihr Leben wagen. — Der antirevolutionäre „Standard“ schreibt: Deutschland hat sicherlich das Recht, seinen Versuch zu unternehmen, um ihr Ueberschift englischer Truppen über den Kanal zu verhindern. Ist dieser Zweck bedeutet es der Aktionen in der Luft, auf dem Wasser und unter dem Wasser. Dadurch muß natürlich das Meer für die Handelsflotte weniger sicher werden.	[1026, 1402, 1500, 1629]
divider	[528, 861, 1002, 863]
row-total: 1 (1)	[1270, 804, 1299, 819]
sum-label: Summa:	[1026, 951, 1258, 966]
article-franzosen-end: Nach einer Fahrt von drei Tagen und Nächten sind wir, gut verpflegt unterwegs, in Frankreich von seiten der Regierung, in der Schweiz besonders von seiten der Heilsarmee und des Roten Kreuzes, wieder in Deutschland in der lieben Heimat angekommen, wo wir Erholung und Ruhe nach so schweren Tagen zu finden hoffen.	[1026, 219, 1500, 301]
